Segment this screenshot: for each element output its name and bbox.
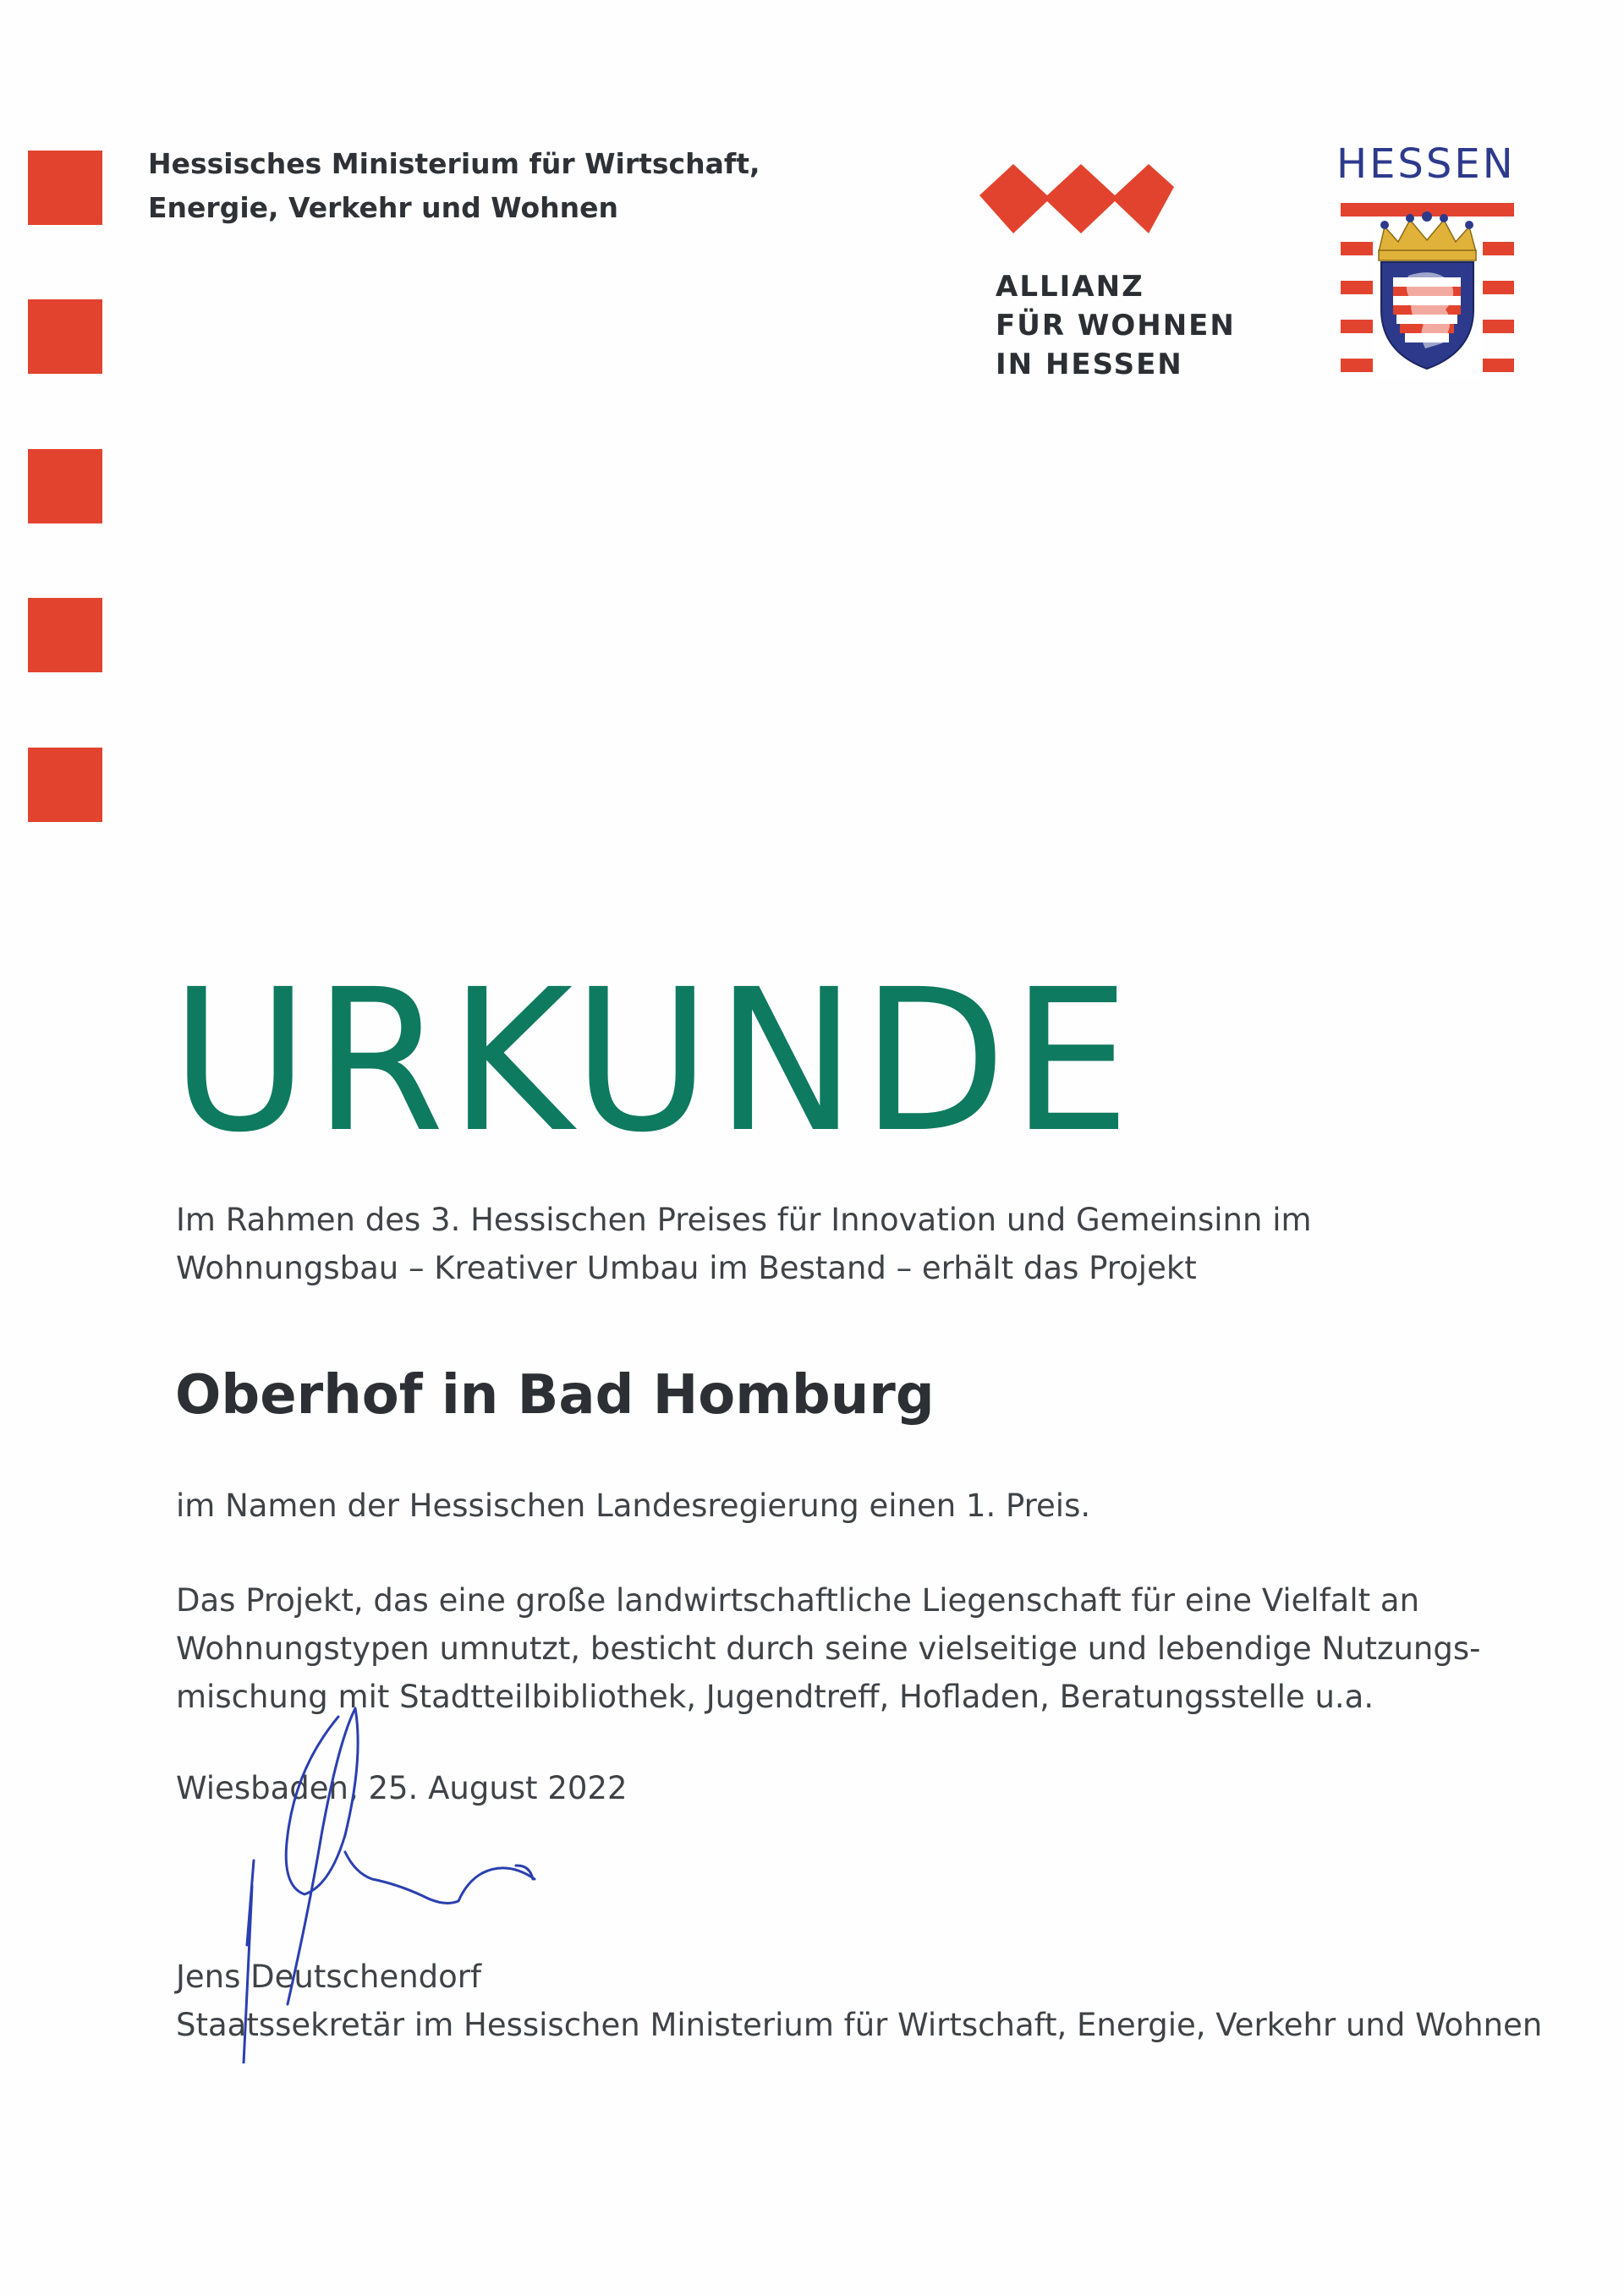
intro-line-1: Im Rahmen des 3. Hessischen Preises für Innovation und Gemeinsinn im xyxy=(176,1202,1312,1238)
project-name: Oberhof in Bad Homburg xyxy=(175,1364,935,1427)
award-line xyxy=(176,1482,1090,1530)
intro-line-2: Wohnungsbau – Kreativer Umbau im Bestand – erhält das Projekt xyxy=(176,1250,1197,1286)
allianz-logo-icon xyxy=(979,149,1174,233)
red-square-decoration xyxy=(28,151,102,225)
ministry-name xyxy=(148,142,791,230)
certificate-title: URKUNDE xyxy=(171,947,1135,1175)
description-line-2: Wohnungstypen umnutzt, besticht durch seine vielseitige und lebendige Nutzungs- xyxy=(176,1630,1481,1667)
red-square-decoration xyxy=(28,598,102,672)
red-square-decoration xyxy=(28,748,102,822)
ministry-line-2: Energie, Verkehr und Wohnen xyxy=(148,191,618,224)
allianz-logo-text xyxy=(996,267,1236,384)
handwritten-signature xyxy=(228,1691,609,2063)
allianz-line-2: FÜR WOHNEN xyxy=(996,309,1236,342)
place-date-text: Wiesbaden, 25. August 2022 xyxy=(176,1770,628,1806)
red-square-decoration xyxy=(28,449,102,523)
red-square-decoration xyxy=(28,299,102,374)
description-line-1: Das Projekt, das eine große landwirtschaftliche Liegenschaft für eine Vielfalt an xyxy=(176,1582,1420,1619)
ministry-line-1: Hessisches Ministerium für Wirtschaft, xyxy=(148,147,760,180)
hessen-logo-text: HESSEN xyxy=(1336,140,1516,188)
award-text: im Namen der Hessischen Landesregierung einen 1. Preis. xyxy=(176,1488,1091,1524)
allianz-line-1: ALLIANZ xyxy=(996,270,1144,304)
hessen-coat-of-arms-icon xyxy=(1341,200,1514,379)
signer-name: Jens Deutschendorf xyxy=(176,1959,482,1995)
description-line-3: mischung mit Stadtteilbibliothek, Jugendtreff, Hofladen, Beratungsstelle u.a. xyxy=(176,1679,1374,1715)
intro-text xyxy=(176,1196,1312,1292)
signer-title: Staatssekretär im Hessischen Ministerium für Wirtschaft, Energie, Verkehr und Wohnen xyxy=(176,2007,1543,2043)
allianz-line-3: IN HESSEN xyxy=(996,348,1183,381)
